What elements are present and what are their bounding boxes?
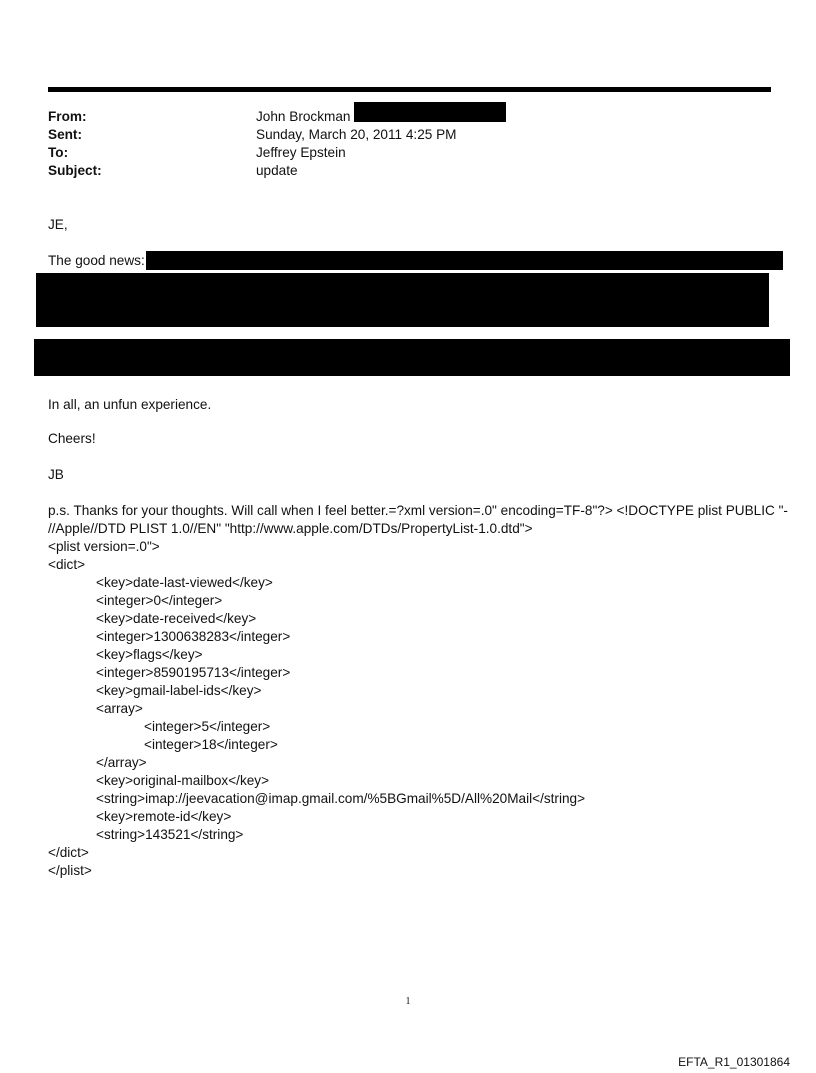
plist-line: <key>original-mailbox</key> [96,773,270,788]
from-name: John Brockman [256,109,351,124]
plist-line: <key>flags</key> [96,647,203,662]
from-value [256,108,350,126]
subject-row [48,162,768,180]
plist-line: <string>imap://jeevacation@imap.gmail.com/%5BGmail%5D/All%20Mail</string> [96,791,586,806]
plist-line: <integer>1300638283</integer> [96,629,291,644]
plist-line: <string>143521</string> [96,827,244,842]
redaction-bar [354,102,506,122]
greeting: JE, [48,217,68,232]
document-id: EFTA_R1_01301864 [678,1055,790,1069]
plist-block [48,538,585,880]
to-row [48,144,768,162]
plist-line: </array> [96,755,147,770]
plist-line: <plist version=.0"> [48,539,160,554]
closing-line: Cheers! [48,431,96,446]
redaction-bar [146,251,783,270]
subject-label: Subject: [48,163,102,178]
from-label: From: [48,109,87,124]
email-header [48,108,768,180]
redaction-bar [34,339,790,376]
plist-line: <array> [96,701,143,716]
plist-line: </dict> [48,845,89,860]
plist-line: <integer>0</integer> [96,593,223,608]
plist-line: <key>date-received</key> [96,611,257,626]
plist-line: </plist> [48,863,92,878]
page-number: 1 [405,996,411,1007]
signature: JB [48,467,64,482]
sent-value: Sunday, March 20, 2011 4:25 PM [256,127,457,142]
ps-line-2: //Apple//DTD PLIST 1.0//EN" "http://www.apple.com/DTDs/PropertyList-1.0.dtd"> [48,521,533,536]
plist-line: <dict> [48,557,86,572]
redaction-bar [36,273,769,327]
plist-line: <integer>8590195713</integer> [96,665,291,680]
to-label: To: [48,145,69,160]
header-rule [48,87,771,92]
plist-line: <integer>18</integer> [144,737,278,752]
plist-line: <key>gmail-label-ids</key> [96,683,262,698]
plist-line: <key>date-last-viewed</key> [96,575,273,590]
plist-line: <key>remote-id</key> [96,809,232,824]
summary-line: In all, an unfun experience. [48,397,212,412]
sent-label: Sent: [48,127,82,142]
ps-line-1: p.s. Thanks for your thoughts. Will call when I feel better.=?xml version=.0" encoding=TF-8"?> <!DOCTYPE plist PUBLIC "- [48,503,788,518]
subject-value: update [256,163,298,178]
to-value: Jeffrey Epstein [256,145,346,160]
good-news-label: The good news: [48,253,145,268]
from-row [48,108,768,126]
sent-row [48,126,768,144]
plist-line: <integer>5</integer> [144,719,271,734]
